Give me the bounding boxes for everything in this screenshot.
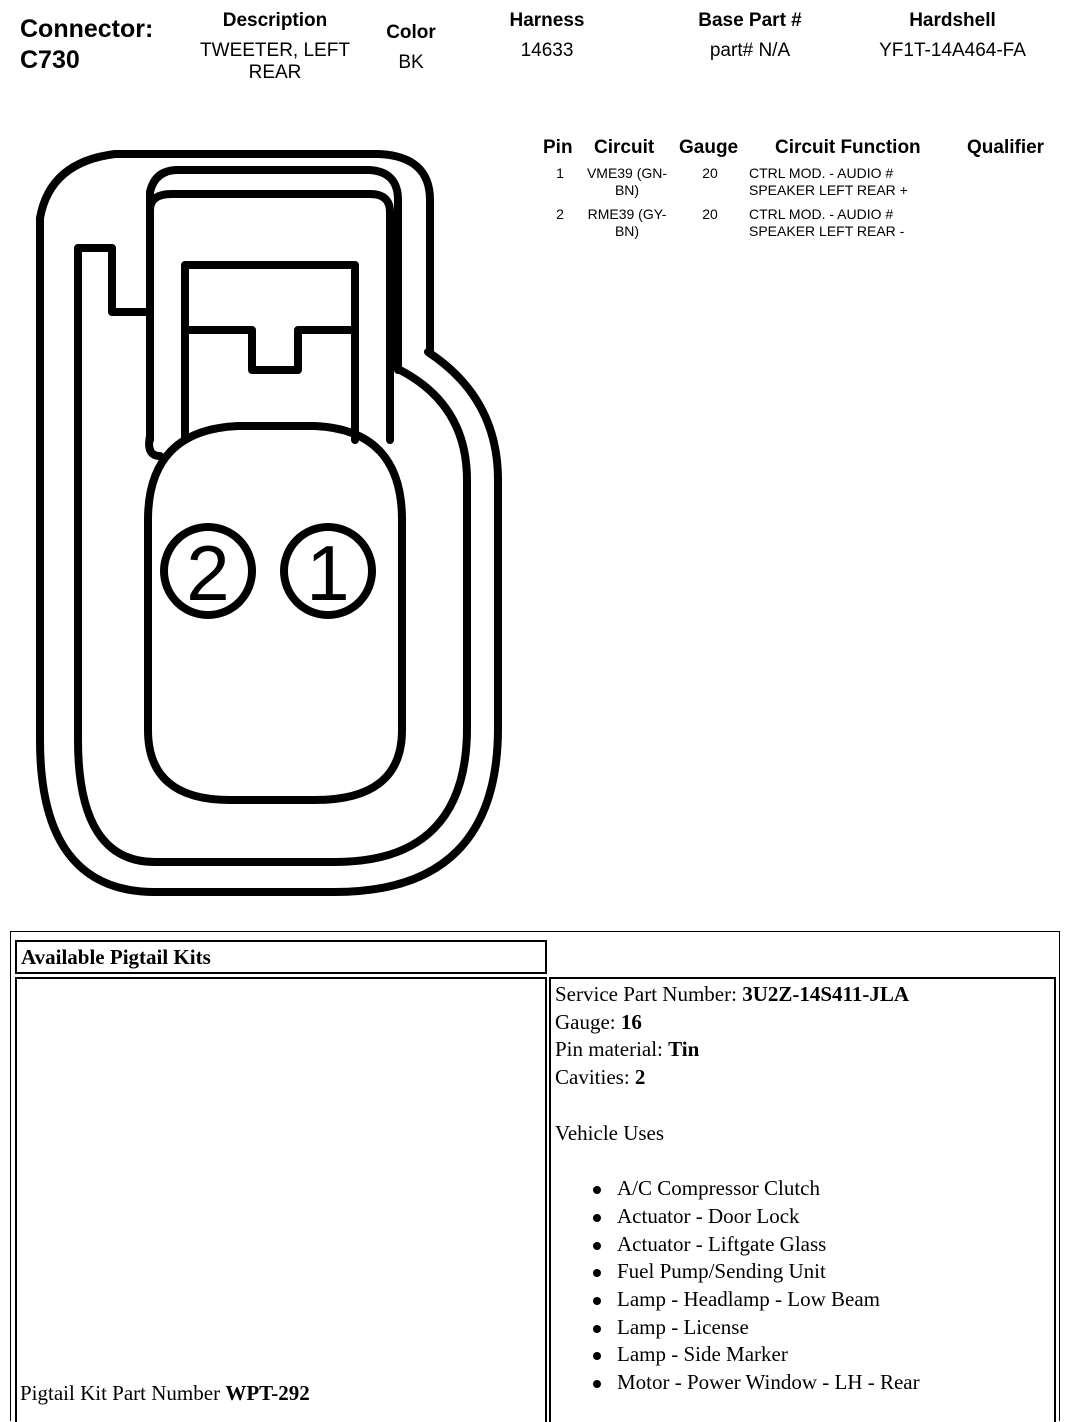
gauge-line [555,1009,1054,1037]
service-part-value: 3U2Z-14S411-JLA [742,982,910,1006]
pin-material-label: Pin material: [555,1037,669,1062]
circuit-function-header: Circuit Function [775,137,921,158]
vehicle-use-item: A/C Compressor Clutch [555,1175,1054,1203]
pin-header: Pin [543,137,573,158]
pigtail-kits-title-cell [15,940,547,974]
connector-label: Connector: [20,15,154,43]
pigtail-image-cell [15,977,547,1422]
gauge-header: Gauge [679,137,739,158]
latch-key-outline [185,330,355,370]
harness-value: 14633 [520,40,574,61]
pigtail-spec-cell [549,977,1056,1422]
vehicle-uses-list [555,1175,1054,1397]
harness-label: Harness [509,10,585,31]
color-value: BK [398,52,424,73]
pigtail-kit-value: WPT-292 [225,1381,310,1405]
pin-material-value: Tin [668,1037,700,1062]
row-1-function-line-2: SPEAKER LEFT REAR + [749,182,908,198]
pigtail-kits-title: Available Pigtail Kits [21,945,211,969]
vehicle-use-item: Lamp - Side Marker [555,1341,1054,1369]
row-2-pin: 2 [556,206,564,222]
service-part-label: Service Part Number: [555,982,743,1006]
pin-1-label: 1 [306,529,350,617]
vehicle-use-item: Actuator - Door Lock [555,1203,1054,1231]
base-part-label: Base Part # [698,10,802,31]
row-1-pin: 1 [556,165,564,181]
row-2-circuit-line-1: RME39 (GY- [587,206,667,222]
description-value: TWEETER, LEFT REAR [200,40,350,83]
vehicle-use-item: Lamp - License [555,1314,1054,1342]
row-2-function-line-1: CTRL MOD. - AUDIO # [749,206,894,222]
harness-column [487,10,607,62]
description-column [185,10,365,84]
cavities-value: 2 [634,1065,646,1090]
vehicle-uses-label: Vehicle Uses [555,1120,665,1145]
base-part-column [670,10,830,62]
cavities-label: Cavities: [555,1065,635,1090]
vehicle-use-item: Fuel Pump/Sending Unit [555,1258,1054,1286]
hardshell-column [855,10,1050,62]
hardshell-value: YF1T-14A464-FA [879,40,1026,61]
row-1-circuit [572,165,682,199]
pin-material-line [555,1036,1054,1064]
row-2-circuit-line-2: BN) [614,223,640,239]
connector-id: C730 [20,46,80,74]
gauge-value: 16 [620,1009,642,1034]
circuit-header: Circuit [594,137,655,158]
hardshell-label: Hardshell [909,10,996,31]
row-2-circuit [572,206,682,240]
row-2-function [749,206,969,240]
pigtail-kit-part-number [20,1380,310,1407]
row-1-circuit-line-1: VME39 (GN- [586,165,668,181]
description-label: Description [222,10,328,31]
color-label: Color [386,22,436,43]
row-1-circuit-line-2: BN) [614,182,640,198]
qualifier-header: Qualifier [967,137,1045,158]
vehicle-use-item: Lamp - Headlamp - Low Beam [555,1286,1054,1314]
latch-tab-outline [185,265,355,440]
row-1-function-line-1: CTRL MOD. - AUDIO # [749,165,894,181]
cavities-line [555,1064,1054,1092]
color-column [370,22,452,74]
row-1-gauge: 20 [702,165,718,181]
row-2-gauge: 20 [702,206,718,222]
vehicle-use-item: Motor - Power Window - LH - Rear [555,1369,1054,1397]
service-part-number [555,981,1054,1009]
latch-hook-outline [149,436,160,456]
connector-face-diagram [30,140,510,900]
row-2-function-line-2: SPEAKER LEFT REAR - [749,223,905,239]
vehicle-use-item: Actuator - Liftgate Glass [555,1231,1054,1259]
housing-inner-outline [78,170,467,862]
base-part-value: part# N/A [709,40,791,61]
row-1-function [749,165,969,199]
pigtail-kit-label: Pigtail Kit Part Number [20,1381,226,1405]
gauge-label: Gauge: [555,1009,621,1034]
pin-2-label: 2 [186,529,230,617]
connector-title [20,14,153,76]
